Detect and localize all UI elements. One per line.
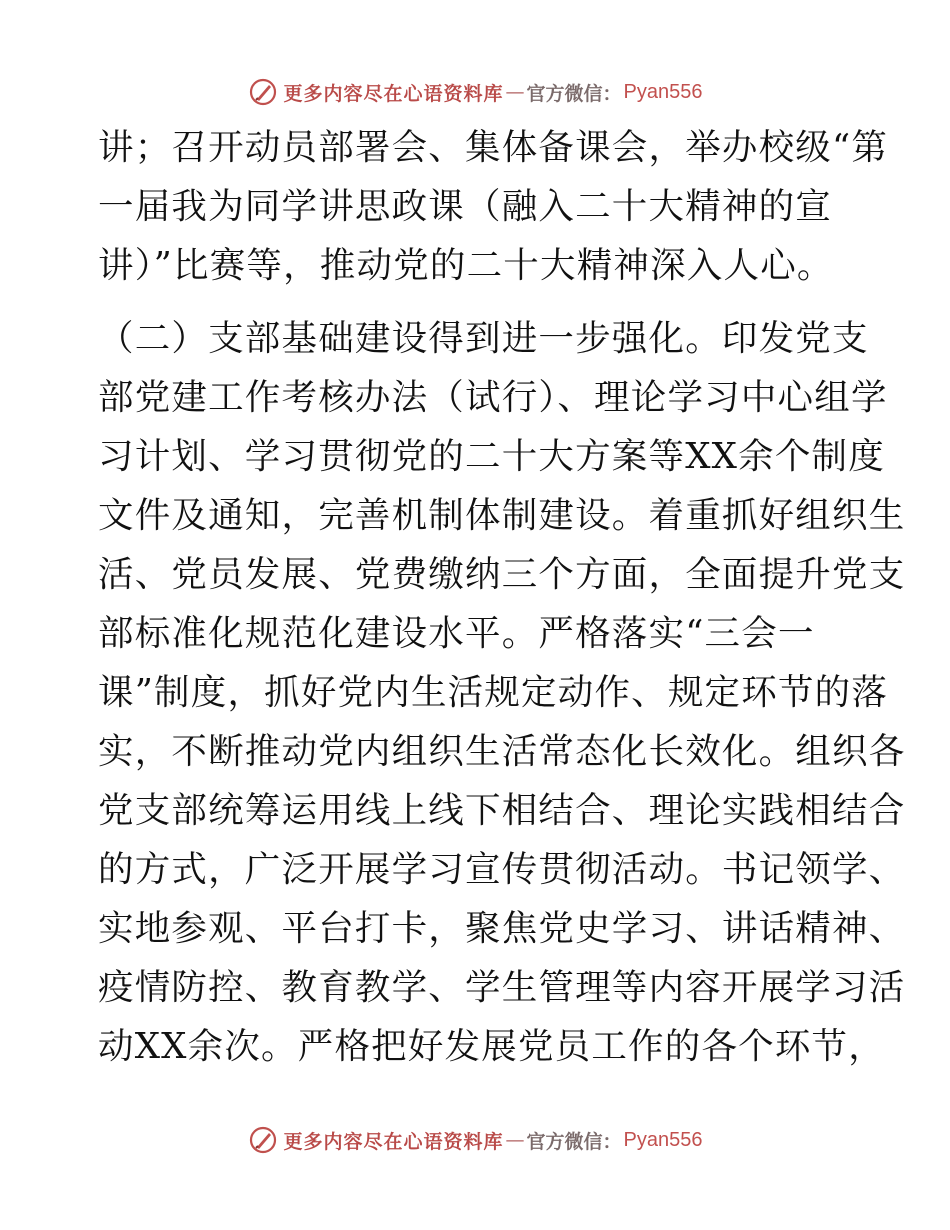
watermark-row	[248, 77, 703, 107]
quill-logo-icon	[248, 1125, 278, 1155]
paragraph-1	[98, 122, 889, 299]
watermark-separator: —	[505, 1129, 525, 1151]
text-line: 一届我为同学讲思政课（融入二十大精神的宣	[98, 186, 833, 227]
paragraph-2	[98, 313, 906, 1080]
header-watermark	[0, 72, 950, 112]
document-body	[98, 122, 906, 1080]
watermark-wechat-id: Pyan556	[623, 1128, 703, 1151]
watermark-separator: —	[505, 81, 525, 103]
text-line: 活、党员发展、党费缴纳三个方面，全面提升党支	[98, 554, 906, 595]
text-line: （二）支部基础建设得到进一步强化。印发党支	[98, 318, 869, 359]
watermark-brand-text: 更多内容尽在心语资料库	[283, 82, 504, 105]
text-line: 党支部统筹运用线上线下相结合、理论实践相结合	[98, 790, 906, 831]
watermark-wechat-id: Pyan556	[623, 80, 703, 103]
text-line: 实，不断推动党内组织生活常态化长效化。组织各	[98, 731, 906, 772]
text-line: 讲）”比赛等，推动党的二十大精神深入人心。	[98, 245, 834, 286]
text-line: 实地参观、平台打卡，聚焦党史学习、讲话精神、	[98, 908, 906, 949]
footer-watermark	[0, 1120, 950, 1160]
watermark-brand-text: 更多内容尽在心语资料库	[283, 1130, 504, 1153]
text-line: 疫情防控、教育教学、学生管理等内容开展学习活	[98, 967, 906, 1008]
watermark-row	[248, 1125, 703, 1155]
text-line: 课”制度，抓好党内生活规定动作、规定环节的落	[98, 672, 889, 713]
text-line: 动XX余次。严格把好发展党员工作的各个环节，	[98, 1026, 885, 1067]
quill-logo-icon	[248, 77, 278, 107]
watermark-label: 官方微信：	[526, 82, 622, 105]
paragraph-gap	[98, 299, 858, 313]
text-line: 的方式，广泛开展学习宣传贯彻活动。书记领学、	[98, 849, 906, 890]
text-line: 习计划、学习贯彻党的二十大方案等XX余个制度	[98, 436, 885, 477]
text-line: 部标准化规范化建设水平。严格落实“三会一	[98, 613, 815, 654]
text-line: 文件及通知，完善机制体制建设。着重抓好组织生	[98, 495, 906, 536]
watermark-label: 官方微信：	[526, 1130, 622, 1153]
text-line: 部党建工作考核办法（试行）、理论学习中心组学	[98, 377, 888, 418]
text-line: 讲；召开动员部署会、集体备课会，举办校级“第	[98, 127, 889, 168]
